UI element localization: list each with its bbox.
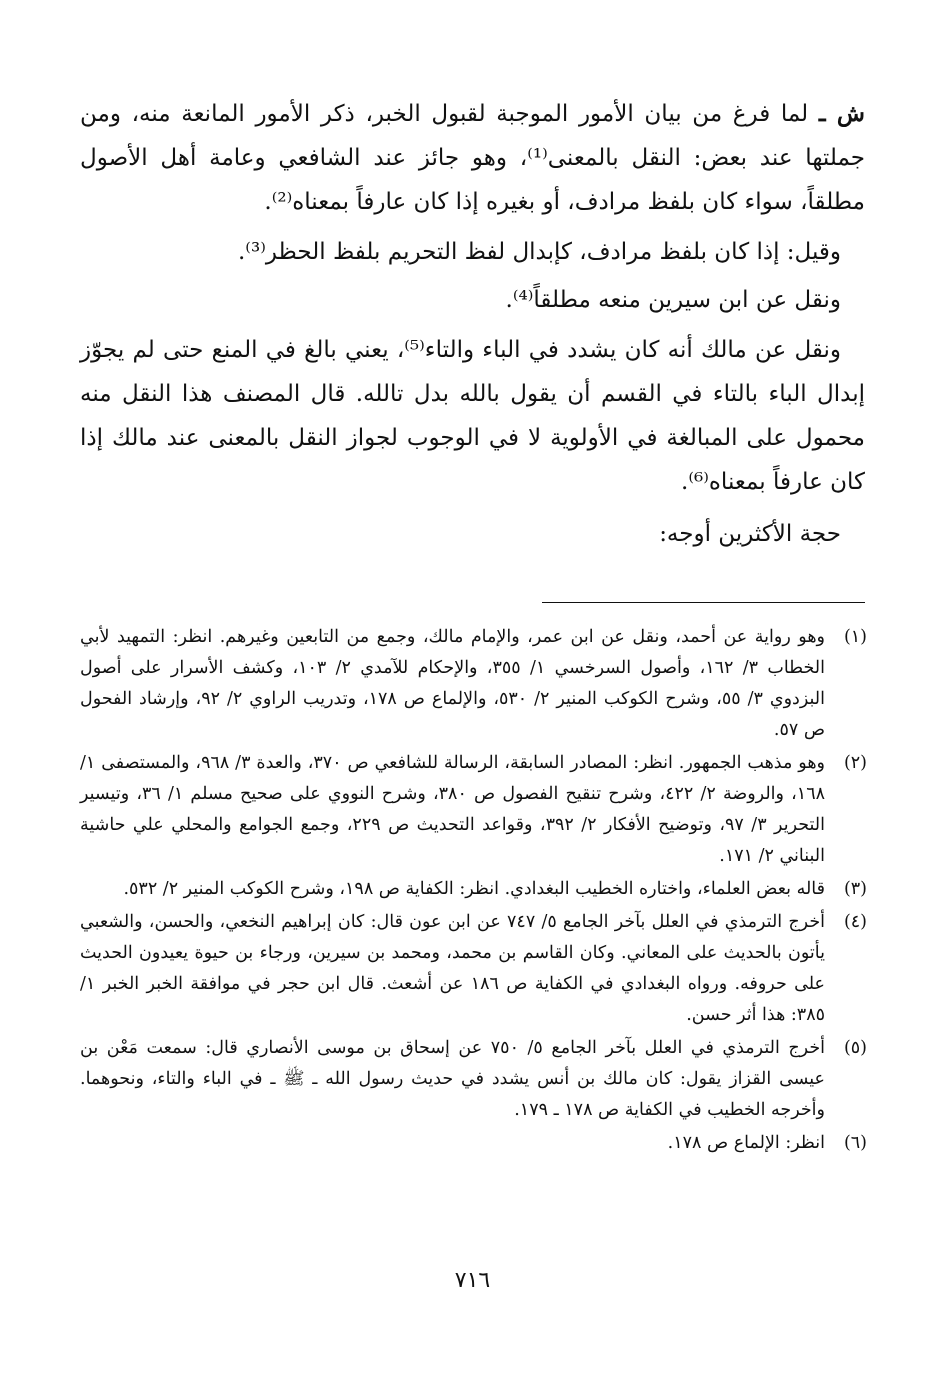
footnote: [80, 874, 867, 905]
footnote: [80, 1128, 867, 1159]
paragraph-1-text: لما فرغ من بيان الأمور الموجبة لقبول الخبر، ذكر الأمور المانعة منه، ومن جملتها عند بعض: النقل بالمعنى⁽¹⁾، وهو جائز عند الشافعي وعامة أهل الأصول مطلقاً، سواء كان بلفظ مرادف، أو بغيره إذا كان عارفاً بمعناه⁽²⁾.: [80, 101, 865, 215]
footnotes: [80, 622, 867, 1159]
footnote: [80, 1033, 867, 1126]
paragraph-5: حجة الأكثرين أوجه:: [659, 521, 841, 547]
main-text: [80, 92, 865, 556]
paragraph-2: وقيل: إذا كان بلفظ مرادف، كإبدال لفظ التحريم بلفظ الحظر⁽³⁾.: [238, 239, 841, 265]
footnote-text: أخرج الترمذي في العلل بآخر الجامع ٥/ ٧٤٧ عن ابن عون قال: كان إبراهيم النخعي، والحسن، والشعبي يأتون بالحديث على المعاني. وكان القاسم بن محمد، ومحمد بن سيرين، ورجاء بن حيوة يعيدون الحديث على حروفه. ورواه البغدادي في الكفاية ص ١٨٦ عن أشعث. قال ابن حجر في موافقة الخبر الخبر ١/ ٣٨٥: هذا أثر حسن.: [80, 912, 826, 1025]
footnote-number: (٦): [843, 1133, 867, 1153]
footnote-number: (١): [843, 627, 867, 647]
paragraph-1: [80, 92, 865, 224]
footnote-number: (٥): [843, 1038, 867, 1058]
footnote: [80, 748, 867, 872]
footnote-text: وهو مذهب الجمهور. انظر: المصادر السابقة، الرسالة للشافعي ص ٣٧٠، والعدة ٣/ ٩٦٨، والمستصفى ١/ ١٦٨، والروضة ٢/ ٤٢٢، وشرح تنقيح الفصول ص ٣٨٠، وشرح النووي على صحيح مسلم ١/ ٣٦، وتيسير التحرير ٣/ ٩٧، وتوضيح الأفكار ٢/ ٣٩٢، وقواعد التحديث ص ٢٢٩، وجمع الجوامع والمحلي علي حاشية البناني ٢/ ١٧١.: [80, 753, 826, 866]
footnote-number: (٢): [843, 753, 867, 773]
page-number: ٧١٦: [454, 1268, 491, 1293]
footnote-number: (٣): [843, 879, 867, 899]
commentary-marker: ش ـ: [818, 100, 865, 127]
footnote-text: قاله بعض العلماء، واختاره الخطيب البغدادي. انظر: الكفاية ص ١٩٨، وشرح الكوكب المنير ٢/ ٥٣٢.: [123, 879, 825, 899]
footnote-text: انظر: الإلماع ص ١٧٨.: [667, 1133, 825, 1153]
footnote: [80, 622, 867, 746]
footnote-text: وهو رواية عن أحمد، ونقل عن ابن عمر، والإمام مالك، وجمع من التابعين وغيرهم. انظر: التمهيد لأبي الخطاب ٣/ ١٦٢، وأصول السرخسي ١/ ٣٥٥، والإحكام للآمدي ٢/ ١٠٣، وكشف الأسرار على أصول البزدوي ٣/ ٥٥، وشرح الكوكب المنير ٢/ ٥٣٠، والإلماع ص ١٧٨، وتدريب الراوي ٢/ ٩٢، وإرشاد الفحول ص ٥٧.: [80, 627, 825, 740]
footnote-text: أخرج الترمذي في العلل بآخر الجامع ٥/ ٧٥٠ عن إسحاق بن موسى الأنصاري قال: سمعت مَعْن بن عيسى القزاز يقول: كان مالك بن أنس يشدد في حديث رسول الله ـ ﷺ ـ في الباء والتاء، ونحوهما. وأخرجه الخطيب في الكفاية ص ١٧٨ ـ ١٧٩.: [80, 1038, 825, 1120]
paragraph-4: ونقل عن مالك أنه كان يشدد في الباء والتاء⁽⁵⁾، يعني بالغ في المنع حتى لم يجوّز إبدال الباء بالتاء في القسم أن يقول بالله بدل تالله. قال المصنف هذا النقل منه محمول على المبالغة في الأولوية لا في الوجوب لجواز النقل بالمعنى عند مالك إذا كان عارفاً بمعناه⁽⁶⁾.: [80, 337, 865, 495]
paragraph-3: ونقل عن ابن سيرين منعه مطلقاً⁽⁴⁾.: [505, 287, 841, 313]
footnote-divider: [542, 602, 865, 603]
footnote-number: (٤): [843, 912, 867, 932]
footnote: [80, 907, 867, 1031]
